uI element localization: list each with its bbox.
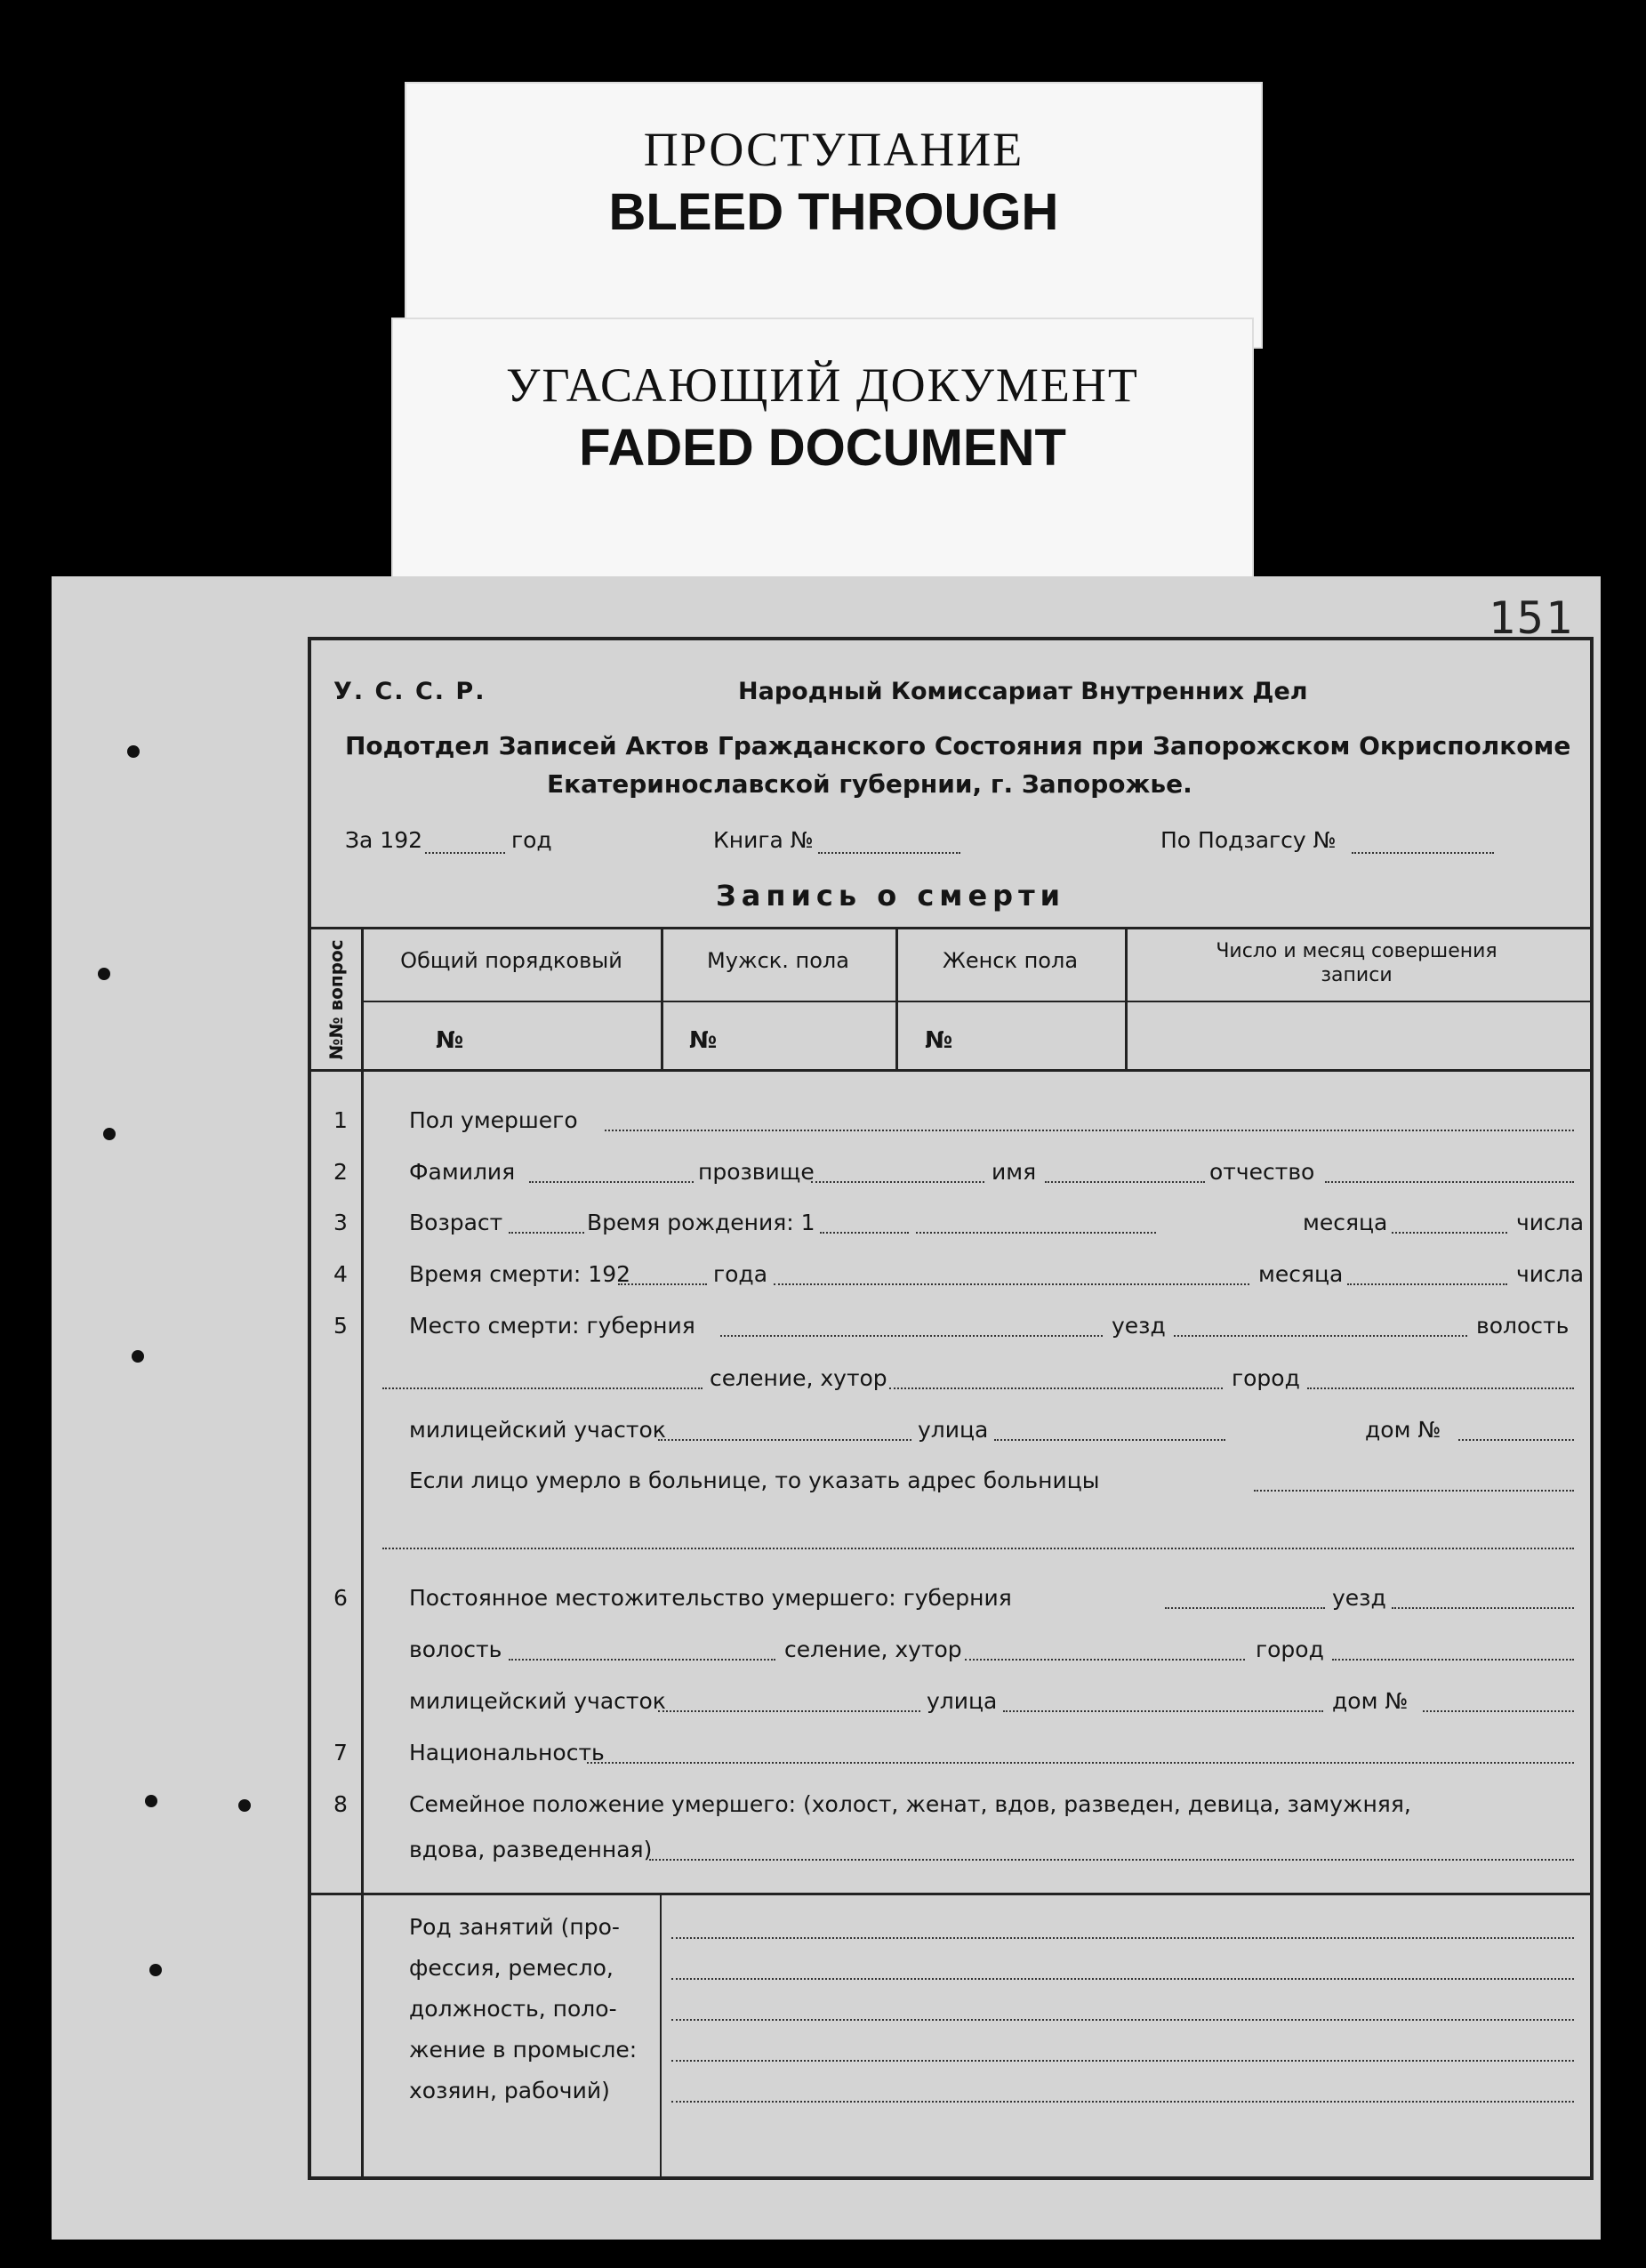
row-number: 3 [333, 1210, 348, 1235]
occupation-label-3: должность, поло- [409, 1996, 617, 2022]
family-status-label-line2: вдова, разведенная) [409, 1837, 653, 1862]
death-record-form [308, 637, 1594, 2180]
residence-volost-label: волость [409, 1637, 502, 1662]
death-militia-label: милицейский участок [409, 1417, 666, 1443]
residence-village-label: селение, хутор [784, 1637, 962, 1662]
punch-hole [149, 1964, 162, 1976]
patronymic-field[interactable] [1325, 1181, 1574, 1183]
archive-sheet-number: 151 [1488, 592, 1574, 644]
death-day-field[interactable] [1347, 1283, 1507, 1285]
punch-hole [238, 1799, 251, 1812]
male-number-sign: № [689, 1027, 718, 1054]
death-record-sheet [52, 576, 1601, 2240]
residence-street-field[interactable] [1003, 1710, 1323, 1712]
total-number-sign: № [436, 1027, 464, 1054]
occupation-field-1[interactable] [671, 1937, 1574, 1939]
residence-militia-label: милицейский участок [409, 1688, 666, 1714]
row-number: 4 [333, 1261, 348, 1287]
residence-province-field[interactable] [1165, 1607, 1325, 1609]
bleed-through-label [405, 82, 1263, 349]
year-label: За 192 [345, 827, 423, 853]
residence-militia-field[interactable] [658, 1710, 920, 1712]
hospital-label: Если лицо умерло в больнице, то указать адрес больницы [409, 1468, 1100, 1493]
birth-year-field[interactable] [820, 1232, 909, 1234]
faded-document-label [391, 318, 1254, 589]
sex-field[interactable] [605, 1130, 1574, 1131]
punch-hole [127, 745, 140, 758]
nationality-label: Национальность [409, 1740, 605, 1765]
death-year-label: года [713, 1261, 768, 1287]
year-suffix: год [511, 827, 552, 853]
row-number: 7 [333, 1740, 348, 1765]
punch-hole [145, 1795, 157, 1807]
commissariat-title: Народный Комиссариат Внутренних Дел [738, 678, 1308, 705]
death-house-label: дом № [1365, 1417, 1441, 1443]
residence-city-label: город [1256, 1637, 1324, 1662]
death-street-label: улица [918, 1417, 989, 1443]
female-number-sign: № [925, 1027, 953, 1054]
given-name-label: имя [992, 1159, 1037, 1185]
age-field[interactable] [509, 1232, 584, 1234]
residence-uezd-field[interactable] [1392, 1607, 1574, 1609]
header-inner-rule [361, 1001, 1590, 1002]
residence-uezd-label: уезд [1332, 1585, 1386, 1611]
row-number: 1 [333, 1107, 348, 1133]
faded-document-ru: УГАСАЮЩИЙ ДОКУМЕНТ [506, 358, 1139, 412]
occupation-field-4[interactable] [671, 2060, 1574, 2062]
record-date-header-line1: Число и месяц совершения [1216, 940, 1497, 962]
occupation-label-5: хозяин, рабочий) [409, 2078, 610, 2103]
male-number-header: Мужск. пола [707, 948, 849, 973]
death-day-label: числа [1516, 1261, 1585, 1287]
female-number-header: Женск пола [942, 948, 1079, 973]
birth-day-label: числа [1516, 1210, 1585, 1235]
patronymic-label: отчество [1209, 1159, 1315, 1185]
residence-label: Постоянное местожительство умершего: губерния [409, 1585, 1012, 1611]
row-number: 5 [333, 1313, 348, 1339]
residence-house-field[interactable] [1423, 1710, 1574, 1712]
age-label: Возраст [409, 1210, 503, 1235]
death-village-field[interactable] [889, 1387, 1223, 1389]
death-province-field[interactable] [720, 1335, 1103, 1337]
death-place-label: Место смерти: губерния [409, 1313, 695, 1339]
subdepartment-line-2: Екатеринославской губернии, г. Запорожье. [547, 769, 1192, 799]
residence-street-label: улица [927, 1688, 998, 1714]
death-village-label: селение, хутор [710, 1365, 887, 1391]
occupation-label-2: фессия, ремесло, [409, 1955, 614, 1981]
subregister-label: По Подзагсу № [1160, 827, 1337, 853]
death-militia-field[interactable] [658, 1439, 911, 1441]
death-street-field[interactable] [994, 1439, 1225, 1441]
total-number-header: Общий порядковый [400, 948, 622, 973]
ussr-label: У. С. С. Р. [333, 678, 486, 705]
subregister-field[interactable] [1352, 852, 1494, 854]
occupation-field-2[interactable] [671, 1978, 1574, 1980]
surname-label: Фамилия [409, 1159, 516, 1185]
header-top-rule [311, 927, 1590, 929]
death-time-label: Время смерти: 192 [409, 1261, 630, 1287]
faded-document-en: FADED DOCUMENT [579, 419, 1066, 477]
row-number: 6 [333, 1585, 348, 1611]
year-field[interactable] [425, 852, 505, 854]
death-uezd-label: уезд [1112, 1313, 1166, 1339]
book-label: Книга № [713, 827, 814, 853]
death-uezd-field[interactable] [1174, 1335, 1467, 1337]
family-status-field[interactable] [649, 1859, 1574, 1861]
bleed-through-ru: ПРОСТУПАНИЕ [643, 123, 1024, 176]
residence-village-field[interactable] [965, 1659, 1245, 1661]
surname-field[interactable] [529, 1181, 694, 1183]
punch-hole [98, 968, 110, 980]
death-volost-field[interactable] [382, 1387, 703, 1389]
record-date-header-line2: записи [1321, 964, 1393, 986]
bleed-through-en: BLEED THROUGH [608, 183, 1059, 241]
family-status-label: Семейное положение умершего: (холост, женат, вдов, разведен, девица, замужняя, [409, 1791, 1411, 1817]
occupation-field-5[interactable] [671, 2101, 1574, 2103]
death-volost-label: волость [1476, 1313, 1570, 1339]
death-month-label: месяца [1258, 1261, 1344, 1287]
birth-month-label: месяца [1303, 1210, 1388, 1235]
book-field[interactable] [818, 852, 960, 854]
residence-city-field[interactable] [1332, 1659, 1574, 1661]
occupation-label-4: жение в промысле: [409, 2037, 638, 2063]
occupation-top-rule [311, 1893, 1590, 1895]
residence-house-label: дом № [1332, 1688, 1409, 1714]
punch-hole [132, 1350, 144, 1363]
nickname-field[interactable] [811, 1181, 984, 1183]
nationality-field[interactable] [587, 1762, 1574, 1764]
occupation-field-3[interactable] [671, 2019, 1574, 2021]
occupation-label-1: Род занятий (про- [409, 1914, 620, 1940]
death-house-field[interactable] [1458, 1439, 1574, 1441]
birth-time-label: Время рождения: 1 [587, 1210, 815, 1235]
occupation-divider [660, 1893, 662, 2176]
birth-month-name-field[interactable] [916, 1232, 1156, 1234]
birth-day-field[interactable] [1392, 1232, 1507, 1234]
death-year-field[interactable] [618, 1283, 707, 1285]
row-number: 2 [333, 1159, 348, 1185]
question-column-header: №№ вопрос [325, 939, 347, 1060]
death-city-field[interactable] [1307, 1387, 1574, 1389]
column-divider [361, 927, 364, 2176]
hospital-field-line2[interactable] [382, 1548, 1574, 1549]
death-city-label: город [1232, 1365, 1300, 1391]
record-title: Запись о смерти [716, 879, 1066, 913]
sex-label: Пол умершего [409, 1107, 578, 1133]
punch-hole [103, 1128, 116, 1140]
nickname-label: прозвище [698, 1159, 815, 1185]
subdepartment-line-1: Подотдел Записей Актов Гражданского Состояния при Запорожском Окрисполкоме [345, 731, 1571, 760]
row-number: 8 [333, 1791, 348, 1817]
hospital-field[interactable] [1254, 1490, 1574, 1492]
header-bottom-rule [311, 1069, 1590, 1072]
death-month-name-field[interactable] [774, 1283, 1249, 1285]
residence-volost-field[interactable] [509, 1659, 775, 1661]
given-name-field[interactable] [1045, 1181, 1205, 1183]
